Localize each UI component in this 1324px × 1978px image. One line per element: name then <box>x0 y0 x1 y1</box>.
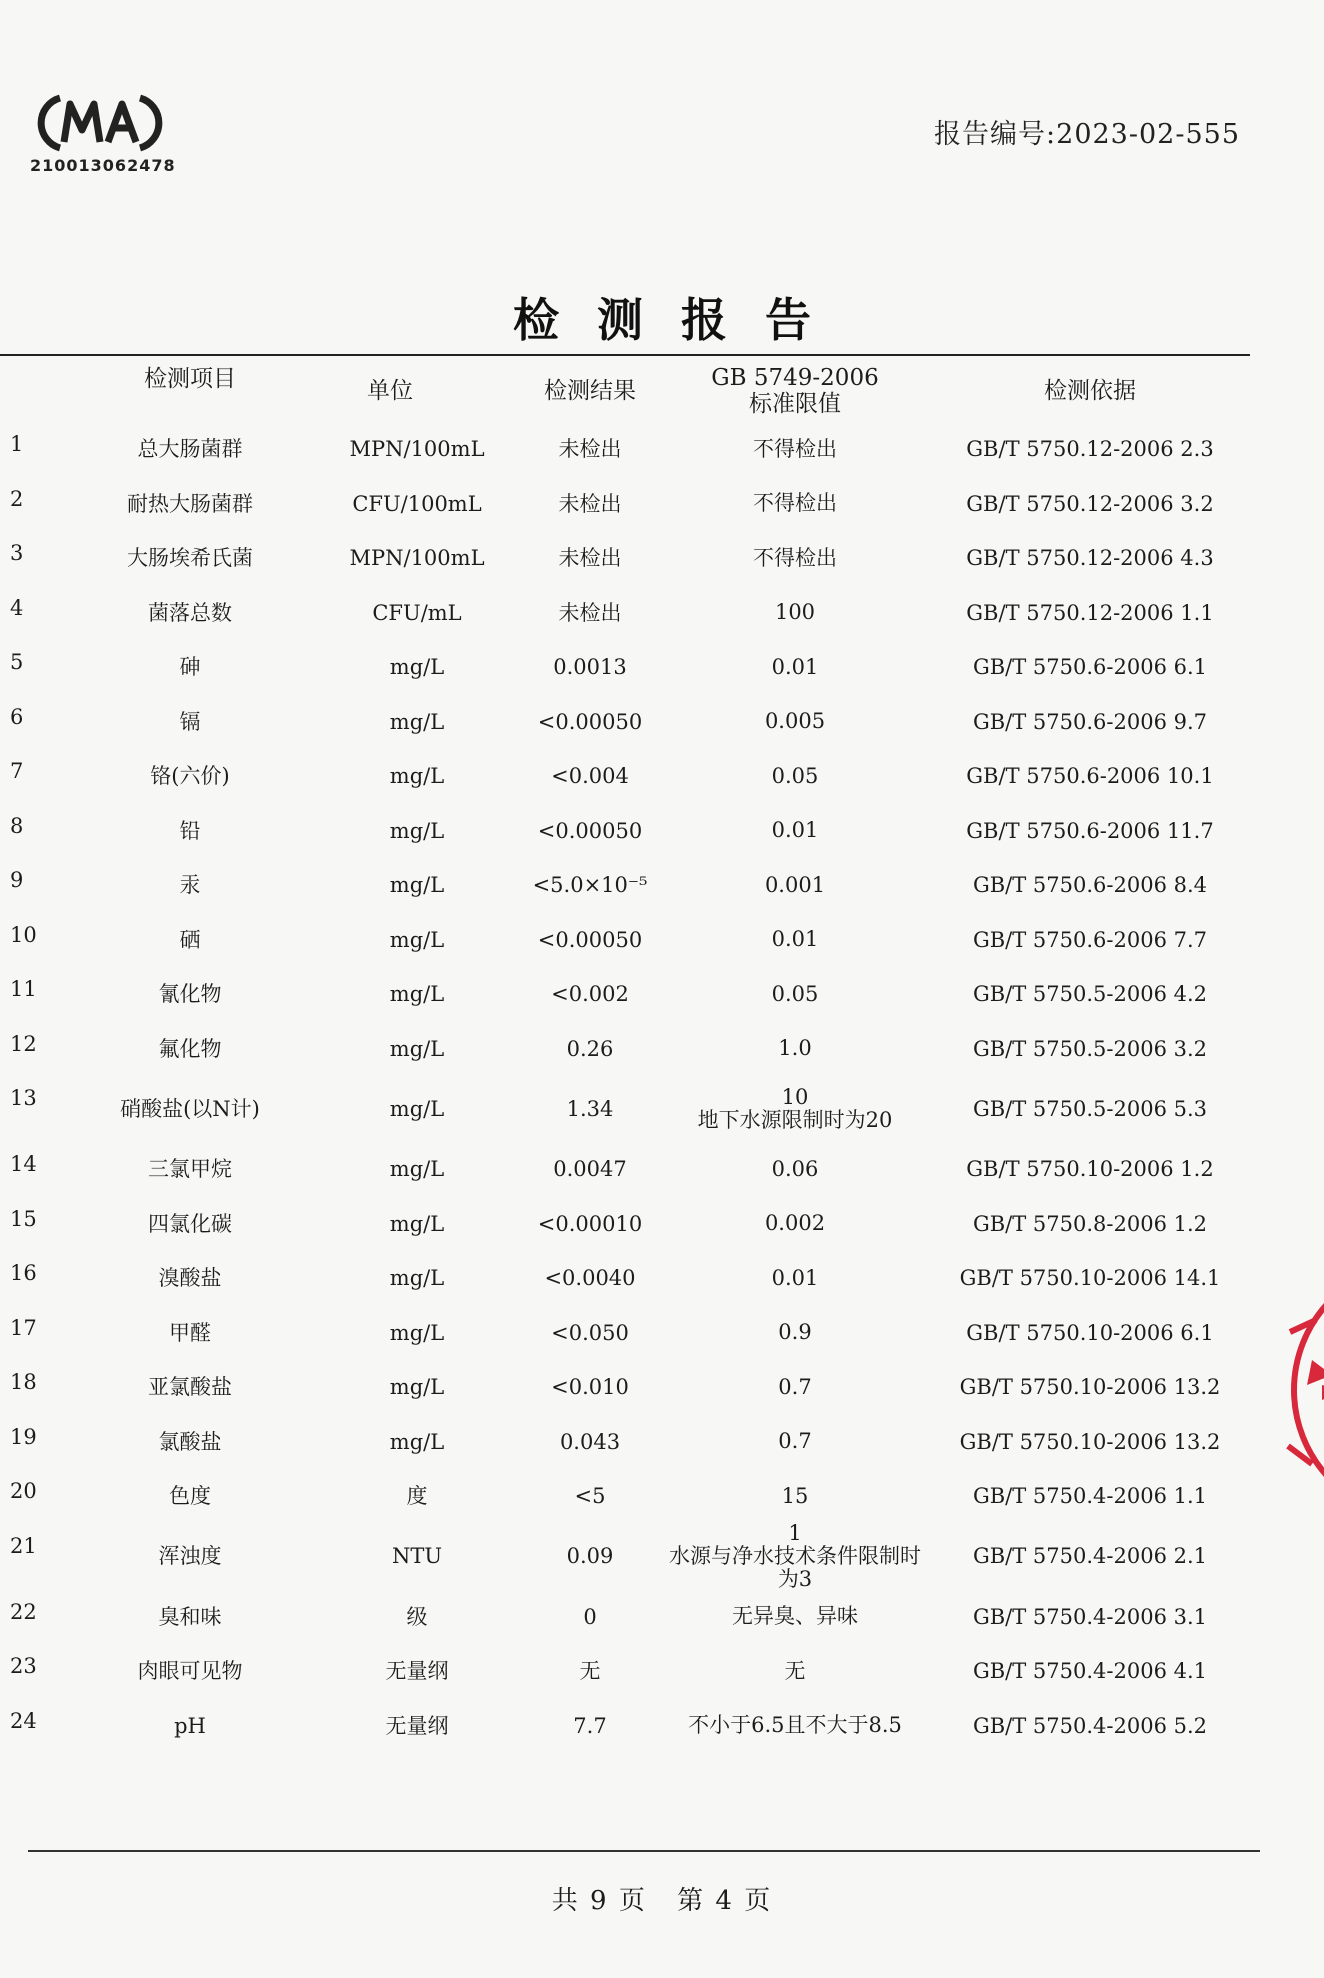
standard-limit <box>660 1142 930 1197</box>
standard-limit-line: 10 <box>781 1084 809 1109</box>
table-row <box>0 1022 1324 1077</box>
test-method: GB/T 5750.10-2006 1.2 <box>966 1157 1214 1182</box>
standard-limit-line: 0.005 <box>764 709 826 734</box>
seal-stamp <box>1282 1250 1324 1530</box>
unit: 无量纲 <box>385 1713 449 1738</box>
standard-limit-line: 水源与净水技术条件限制时 <box>669 1543 921 1568</box>
test-item: 菌落总数 <box>148 600 232 625</box>
test-item: 亚氯酸盐 <box>148 1375 232 1400</box>
current-page: 第 4 页 <box>677 1886 773 1916</box>
standard-limit <box>660 695 930 750</box>
standard-limit <box>660 1197 930 1252</box>
table-row <box>0 913 1324 968</box>
standard-limit <box>660 1520 930 1592</box>
unit: mg/L <box>389 1429 445 1454</box>
standard-limit-line: 0.01 <box>771 1265 819 1290</box>
test-result: 未检出 <box>558 491 622 516</box>
table-row <box>0 967 1324 1022</box>
standard-limit-line: 无异臭、异味 <box>732 1604 858 1629</box>
unit: mg/L <box>389 818 445 843</box>
unit: MPN/100mL <box>349 546 485 571</box>
standard-limit <box>660 1251 930 1306</box>
standard-limit <box>660 1306 930 1361</box>
test-method: GB/T 5750.5-2006 3.2 <box>972 1036 1208 1061</box>
test-method: GB/T 5750.4-2006 4.1 <box>972 1659 1208 1684</box>
row-number: 22 <box>10 1599 37 1624</box>
standard-limit <box>660 1076 930 1142</box>
test-item: 四氯化碳 <box>148 1211 232 1236</box>
test-method: GB/T 5750.6-2006 6.1 <box>972 655 1208 680</box>
unit: CFU/100mL <box>352 491 482 516</box>
test-item: 大肠埃希氏菌 <box>127 546 253 571</box>
standard-limit-line: 为3 <box>777 1567 813 1592</box>
unit: mg/L <box>389 764 445 789</box>
standard-limit <box>660 858 930 913</box>
unit: mg/L <box>389 655 445 680</box>
test-result: 未检出 <box>558 600 622 625</box>
standard-limit <box>660 531 930 586</box>
cma-mark-icon <box>30 92 170 154</box>
standard-limit-line: 不得检出 <box>753 491 837 516</box>
table-row <box>0 1699 1324 1754</box>
table-row <box>0 804 1324 859</box>
standard-limit-line: 地下水源限制时为20 <box>697 1108 893 1132</box>
test-method: GB/T 5750.10-2006 13.2 <box>959 1375 1221 1400</box>
standard-limit-line: 1.0 <box>778 1036 812 1061</box>
row-number: 10 <box>10 922 37 947</box>
title-divider <box>0 354 1250 356</box>
test-result: 1.34 <box>566 1096 614 1121</box>
standard-limit <box>660 913 930 968</box>
standard-limit <box>660 640 930 695</box>
row-number: 18 <box>10 1370 37 1394</box>
row-number: 12 <box>10 1031 37 1056</box>
standard-limit-line: 0.06 <box>771 1156 819 1181</box>
test-item: 肉眼可见物 <box>137 1659 243 1684</box>
table-header <box>0 360 1324 422</box>
unit: CFU/mL <box>372 600 462 625</box>
test-item: 溴酸盐 <box>158 1266 222 1291</box>
table-row <box>0 640 1324 695</box>
table-row <box>0 1251 1324 1306</box>
row-number: 13 <box>10 1086 37 1110</box>
unit: 无量纲 <box>385 1659 449 1684</box>
test-item: 三氯甲烷 <box>148 1157 232 1182</box>
standard-limit-line: 不小于6.5且不大于8.5 <box>688 1713 902 1738</box>
test-method: GB/T 5750.8-2006 1.2 <box>972 1211 1208 1236</box>
standard-limit <box>660 1590 930 1645</box>
test-item: 色度 <box>169 1484 211 1509</box>
table-row <box>0 858 1324 913</box>
table-row <box>0 1197 1324 1252</box>
test-method: GB/T 5750.6-2006 9.7 <box>972 709 1208 734</box>
test-result: <0.002 <box>551 982 629 1007</box>
standard-limit <box>660 749 930 804</box>
row-number: 6 <box>10 704 24 729</box>
standard-limit-line: 不得检出 <box>753 545 837 570</box>
standard-limit-line: 0.7 <box>778 1429 812 1454</box>
results-table <box>0 360 1324 1753</box>
row-number: 5 <box>10 650 24 674</box>
row-number: 21 <box>10 1533 37 1558</box>
test-result: 0.26 <box>566 1036 614 1061</box>
test-item: 总大肠菌群 <box>137 437 243 462</box>
total-pages: 共 9 页 <box>551 1886 647 1916</box>
unit: mg/L <box>389 1157 445 1182</box>
unit: mg/L <box>389 1320 445 1345</box>
unit: mg/L <box>389 927 445 952</box>
test-method: GB/T 5750.12-2006 4.3 <box>966 546 1214 571</box>
row-number: 19 <box>10 1424 37 1449</box>
standard-limit <box>660 586 930 641</box>
row-number: 20 <box>10 1479 37 1503</box>
table-body <box>0 422 1324 1753</box>
test-item: 氰化物 <box>158 982 222 1007</box>
table-row <box>0 1415 1324 1470</box>
cma-number: 210013062478 <box>30 156 176 175</box>
test-result: 0.09 <box>566 1544 614 1569</box>
unit: mg/L <box>389 873 445 898</box>
test-item: 氟化物 <box>158 1036 222 1061</box>
test-method: GB/T 5750.4-2006 3.1 <box>972 1604 1208 1629</box>
standard-limit-line: 1 <box>788 1520 802 1545</box>
test-result: 无 <box>579 1659 601 1684</box>
unit: mg/L <box>389 1036 445 1061</box>
header-result: 检测结果 <box>544 377 636 404</box>
row-number: 2 <box>10 486 24 511</box>
standard-limit-line: 100 <box>774 600 816 625</box>
unit: 度 <box>406 1484 428 1509</box>
header-standard: GB 5749-2006 <box>711 364 879 391</box>
test-item: 镉 <box>179 709 201 734</box>
test-method: GB/T 5750.12-2006 1.1 <box>966 600 1214 625</box>
unit: NTU <box>391 1544 443 1569</box>
test-method: GB/T 5750.6-2006 11.7 <box>966 818 1214 843</box>
row-number: 7 <box>10 759 24 783</box>
test-item: 臭和味 <box>158 1604 222 1629</box>
report-number-label: 报告编号: <box>934 119 1057 150</box>
unit: 级 <box>406 1604 428 1629</box>
test-result: 0.0013 <box>553 655 627 680</box>
standard-limit-line: 0.002 <box>764 1211 826 1236</box>
table-row <box>0 1306 1324 1361</box>
test-method: GB/T 5750.5-2006 5.3 <box>972 1096 1208 1121</box>
standard-limit-line: 0.01 <box>771 818 819 843</box>
test-item: 铬(六价) <box>150 764 230 789</box>
page-title: 检测报告 <box>513 293 849 347</box>
standard-limit-line: 0.05 <box>771 981 819 1006</box>
test-result: 0 <box>583 1604 597 1629</box>
standard-limit-line: 0.05 <box>771 763 819 788</box>
table-row <box>0 1520 1324 1592</box>
table-row <box>0 695 1324 750</box>
row-number: 17 <box>10 1315 37 1340</box>
standard-limit-line: 不得检出 <box>753 436 837 461</box>
table-row <box>0 586 1324 641</box>
test-method: GB/T 5750.12-2006 3.2 <box>966 491 1214 516</box>
test-result: <5 <box>574 1484 606 1509</box>
test-method: GB/T 5750.10-2006 6.1 <box>966 1320 1214 1345</box>
unit: mg/L <box>389 982 445 1007</box>
test-result: <0.0040 <box>544 1266 636 1291</box>
test-item: 硒 <box>179 927 201 952</box>
row-number: 24 <box>10 1708 37 1733</box>
standard-limit <box>660 477 930 532</box>
header-unit: 单位 <box>367 377 413 404</box>
test-item: 硝酸盐(以N计) <box>120 1096 260 1121</box>
test-item: 浑浊度 <box>158 1544 222 1569</box>
standard-limit-line: 15 <box>781 1483 809 1508</box>
row-number: 3 <box>10 541 24 565</box>
standard-limit-line: 0.001 <box>764 872 826 897</box>
test-method: GB/T 5750.4-2006 2.1 <box>972 1544 1208 1569</box>
unit: mg/L <box>389 1211 445 1236</box>
test-result: 0.043 <box>559 1429 621 1454</box>
unit: mg/L <box>389 1096 445 1121</box>
test-result: <0.010 <box>551 1375 629 1400</box>
standard-limit-line: 0.7 <box>778 1374 812 1399</box>
row-number: 1 <box>10 432 24 456</box>
test-result: 0.0047 <box>553 1157 627 1182</box>
row-number: 9 <box>10 868 24 892</box>
test-item: 铅 <box>179 818 201 843</box>
row-number: 11 <box>10 977 37 1001</box>
test-method: GB/T 5750.4-2006 1.1 <box>972 1484 1208 1509</box>
table-row <box>0 422 1324 477</box>
standard-limit-line: 0.01 <box>771 927 819 952</box>
footer-divider <box>28 1850 1260 1852</box>
standard-limit-line: 无 <box>784 1658 806 1683</box>
test-result: 未检出 <box>558 437 622 462</box>
table-row <box>0 1469 1324 1524</box>
row-number: 16 <box>10 1261 37 1285</box>
header-limit <box>660 360 930 422</box>
unit: mg/L <box>389 1375 445 1400</box>
standard-limit <box>660 1360 930 1415</box>
unit: mg/L <box>389 709 445 734</box>
standard-limit <box>660 1469 930 1524</box>
standard-limit-line: 0.01 <box>771 654 819 679</box>
test-item: 甲醛 <box>169 1320 211 1345</box>
page-footer <box>0 1880 1324 1917</box>
test-result: <0.00050 <box>537 709 643 734</box>
test-method: GB/T 5750.12-2006 2.3 <box>966 437 1214 462</box>
standard-limit <box>660 1022 930 1077</box>
header-method: 检测依据 <box>1044 377 1136 404</box>
standard-limit <box>660 1644 930 1699</box>
test-item: 氯酸盐 <box>158 1429 222 1454</box>
test-method: GB/T 5750.6-2006 10.1 <box>966 764 1214 789</box>
cma-logo <box>30 92 176 175</box>
table-row <box>0 531 1324 586</box>
test-method: GB/T 5750.5-2006 4.2 <box>972 982 1208 1007</box>
standard-limit <box>660 804 930 859</box>
table-row <box>0 1142 1324 1197</box>
standard-limit <box>660 967 930 1022</box>
table-row <box>0 1360 1324 1415</box>
test-result: <0.00050 <box>537 818 643 843</box>
row-number: 8 <box>10 813 24 838</box>
test-method: GB/T 5750.10-2006 13.2 <box>959 1429 1221 1454</box>
standard-limit <box>660 1699 930 1754</box>
test-method: GB/T 5750.6-2006 8.4 <box>972 873 1208 898</box>
test-method: GB/T 5750.10-2006 14.1 <box>959 1266 1221 1291</box>
table-row <box>0 477 1324 532</box>
unit: mg/L <box>389 1266 445 1291</box>
standard-limit <box>660 1415 930 1470</box>
report-number-value: 2023-02-555 <box>1056 119 1240 150</box>
header-limit-label: 标准限值 <box>749 391 841 417</box>
test-method: GB/T 5750.4-2006 5.2 <box>972 1713 1208 1738</box>
table-row <box>0 1076 1324 1142</box>
header-item: 检测项目 <box>144 366 236 392</box>
test-result: <0.004 <box>551 764 629 789</box>
test-item: 汞 <box>179 873 201 898</box>
test-result: <0.00050 <box>537 927 643 952</box>
test-result: <0.00010 <box>537 1211 643 1236</box>
test-item: 耐热大肠菌群 <box>127 491 253 516</box>
test-result: <5.0×10⁻⁵ <box>532 873 648 898</box>
row-number: 23 <box>10 1654 37 1678</box>
table-row <box>0 749 1324 804</box>
row-number: 15 <box>10 1206 37 1231</box>
test-item: pH <box>174 1713 206 1738</box>
seal-stamp-icon <box>1282 1250 1324 1530</box>
test-method: GB/T 5750.6-2006 7.7 <box>972 927 1208 952</box>
row-number: 14 <box>10 1152 37 1176</box>
test-result: <0.050 <box>551 1320 629 1345</box>
test-result: 7.7 <box>573 1713 607 1738</box>
unit: MPN/100mL <box>349 437 485 462</box>
standard-limit-line: 0.9 <box>778 1320 812 1345</box>
test-item: 砷 <box>179 655 201 680</box>
table-row <box>0 1644 1324 1699</box>
table-row <box>0 1590 1324 1645</box>
report-number <box>934 112 1240 151</box>
test-result: 未检出 <box>558 546 622 571</box>
standard-limit <box>660 422 930 477</box>
row-number: 4 <box>10 595 24 620</box>
